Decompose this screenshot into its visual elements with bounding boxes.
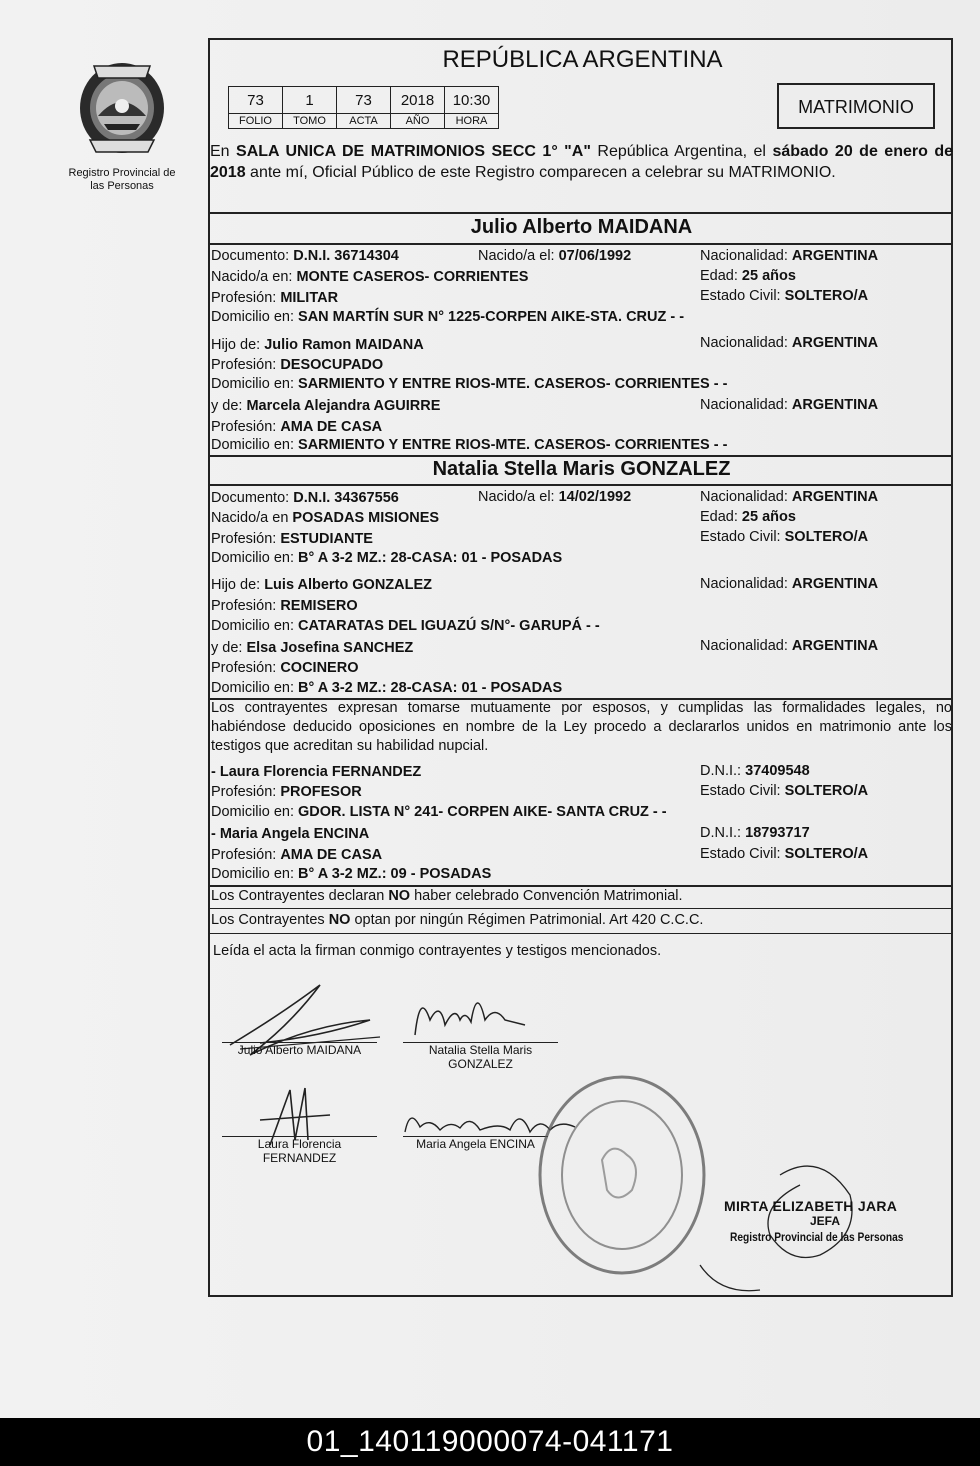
hora-value: 10:30 [445,87,499,114]
groom-birth-date: Nacido/a el: 07/06/1992 [478,248,632,264]
document-id-footer: 01_140119000074-041171 [0,1418,980,1466]
bride-age: Edad: 25 años [700,509,796,525]
bride-signature-icon [405,980,555,1045]
official-organization: Registro Provincial de las Personas [730,1230,904,1244]
witness2-profession: Profesión: AMA DE CASA [211,847,383,863]
groom-mother-address: Domicilio en: SARMIENTO Y ENTRE RIOS-MTE. CASEROS- CORRIENTES - - [211,437,728,453]
registry-codes-table [228,86,499,129]
groom-address: Domicilio en: SAN MARTÍN SUR N° 1225-CORPEN AIKE-STA. CRUZ - - [211,309,685,325]
groom-signature-label: Julio Alberto MAIDANA [237,1043,362,1057]
witness1-profession: Profesión: PROFESOR [211,784,362,800]
divider [210,455,953,457]
acta-value: 73 [337,87,391,114]
folio-label: FOLIO [229,114,283,129]
witness2-signature-label: Maria Angela ENCINA [416,1137,535,1151]
witness2-name: - Maria Angela ENCINA [211,826,370,842]
folio-value: 73 [229,87,283,114]
divider [210,243,953,245]
document-type-box: MATRIMONIO [777,83,935,129]
bride-signature-label: Natalia Stella Maris GONZALEZ [428,1043,533,1071]
groom-mother-name: y de: Marcela Alejandra AGUIRRE [211,398,441,414]
groom-document: Documento: D.N.I. 36714304 [211,248,399,264]
divider [210,212,953,214]
divider [210,885,953,887]
tomo-value: 1 [283,87,337,114]
groom-age: Edad: 25 años [700,268,796,284]
witness2-dni: D.N.I.: 18793717 [700,825,810,841]
witness2-civil-status: Estado Civil: SOLTERO/A [700,846,869,862]
closing-statement: Leída el acta la firman conmigo contrayentes y testigos mencionados. [213,943,662,959]
convention-statement: Los Contrayentes declaran NO haber celebrado Convención Matrimonial. [211,888,683,904]
bride-mother-address: Domicilio en: B° A 3-2 MZ.: 28-CASA: 01 - POSADAS [211,680,563,696]
logo-caption: Registro Provincial de las Personas [68,167,176,192]
regime-statement: Los Contrayentes NO optan por ningún Régimen Patrimonial. Art 420 C.C.C. [211,912,704,928]
groom-nationality: Nacionalidad: ARGENTINA [700,248,879,264]
bride-father-address: Domicilio en: CATARATAS DEL IGUAZÚ S/N°- GARUPÁ - - [211,618,600,634]
bride-father-name: Hijo de: Luis Alberto GONZALEZ [211,577,433,593]
witness1-signature-label: Laura Florencia FERNANDEZ [257,1137,342,1165]
bride-civil-status: Estado Civil: SOLTERO/A [700,529,869,545]
bride-birth-date: Nacido/a el: 14/02/1992 [478,489,632,505]
misiones-shield-icon [76,58,168,158]
groom-mother-profession: Profesión: AMA DE CASA [211,419,383,435]
groom-name: Julio Alberto MAIDANA [470,216,693,238]
witness1-name: - Laura Florencia FERNANDEZ [211,764,422,780]
registry-seal-icon [532,1070,712,1280]
bride-name: Natalia Stella Maris GONZALEZ [432,458,731,480]
bride-mother-name: y de: Elsa Josefina SANCHEZ [211,640,414,656]
bride-address: Domicilio en: B° A 3-2 MZ.: 28-CASA: 01 - POSADAS [211,550,563,566]
groom-father-name: Hijo de: Julio Ramon MAIDANA [211,337,424,353]
bride-mother-nationality: Nacionalidad: ARGENTINA [700,638,879,654]
anio-value: 2018 [391,87,445,114]
tomo-label: TOMO [283,114,337,129]
groom-father-profession: Profesión: DESOCUPADO [211,357,384,373]
acta-label: ACTA [337,114,391,129]
witness2-address: Domicilio en: B° A 3-2 MZ.: 09 - POSADAS [211,866,492,882]
declaration-paragraph: Los contrayentes expresan tomarse mutuamente por esposos, y cumplidas las formalidades legales, no habiéndose deducido oposiciones en nombre de la Ley procedo a declararlos unidos en matrimonio ante los testigos que acreditan su habilidad nupcial. [211,700,952,754]
anio-label: AÑO [391,114,445,129]
witness1-address: Domicilio en: GDOR. LISTA N° 241- CORPEN AIKE- SANTA CRUZ - - [211,804,667,820]
divider [210,933,953,934]
groom-civil-status: Estado Civil: SOLTERO/A [700,288,869,304]
official-name: MIRTA ELIZABETH JARA [724,1198,898,1214]
certificate-frame [208,38,953,1297]
witness1-civil-status: Estado Civil: SOLTERO/A [700,783,869,799]
bride-birth-place: Nacido/a en POSADAS MISIONES [211,510,440,526]
groom-mother-nationality: Nacionalidad: ARGENTINA [700,397,879,413]
groom-father-address: Domicilio en: SARMIENTO Y ENTRE RIOS-MTE. CASEROS- CORRIENTES - - [211,376,728,392]
republic-title: REPÚBLICA ARGENTINA [442,46,723,73]
groom-profession: Profesión: MILITAR [211,290,339,306]
intro-paragraph: En SALA UNICA DE MATRIMONIOS SECC 1° "A" República Argentina, el sábado 20 de enero de 2018 ante mí, Oficial Público de este Registro comparecen a celebrar su MATRIMONIO. [210,143,954,181]
divider [210,908,953,909]
bride-profession: Profesión: ESTUDIANTE [211,531,373,547]
province-logo [62,58,182,193]
groom-father-nationality: Nacionalidad: ARGENTINA [700,335,879,351]
bride-father-profession: Profesión: REMISERO [211,598,358,614]
bride-nationality: Nacionalidad: ARGENTINA [700,489,879,505]
bride-father-nationality: Nacionalidad: ARGENTINA [700,576,879,592]
divider [210,484,953,486]
bride-mother-profession: Profesión: COCINERO [211,660,359,676]
witness1-dni: D.N.I.: 37409548 [700,763,810,779]
official-signature-icon [700,1155,900,1300]
groom-birth-place: Nacido/a en: MONTE CASEROS- CORRIENTES [211,269,529,285]
hora-label: HORA [445,114,499,129]
bride-document: Documento: D.N.I. 34367556 [211,490,399,506]
official-role: JEFA [810,1214,841,1228]
